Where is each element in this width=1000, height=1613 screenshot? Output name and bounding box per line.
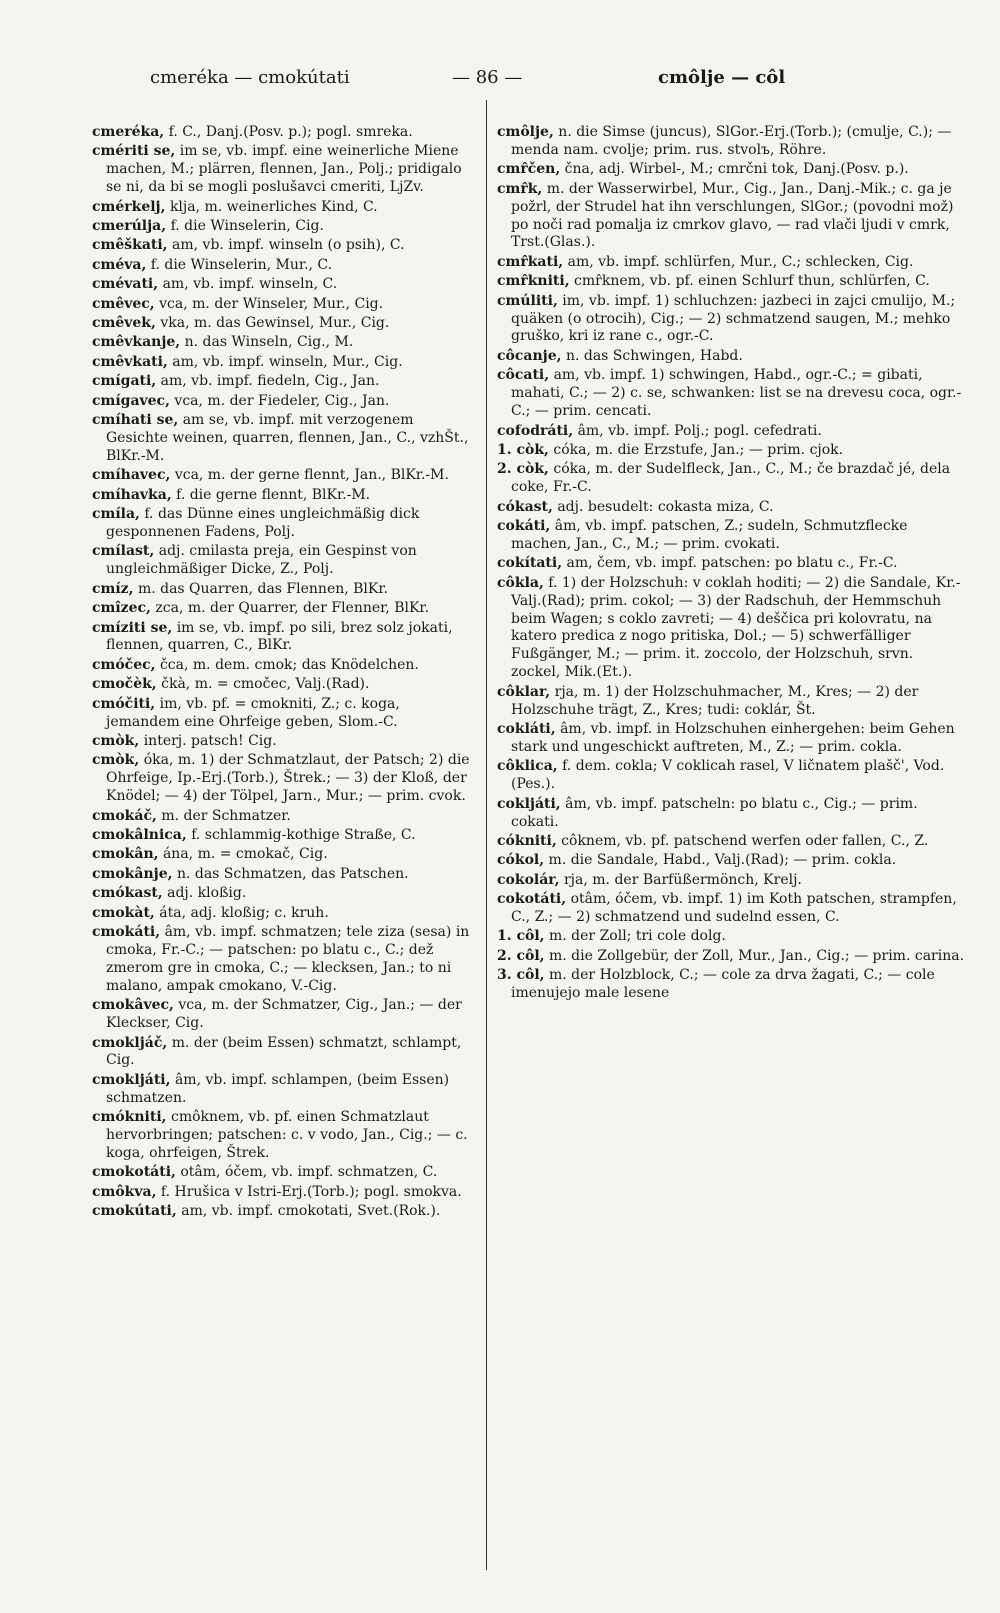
dictionary-entry: [497, 872, 967, 890]
entry-headword: cmókniti,: [92, 1109, 167, 1126]
dictionary-entry: [497, 967, 967, 1003]
entry-definition: im, vb. pf. = cmokniti, Z.; c. koga, jemandem eine Ohrfeige geben, Slom.-C.: [106, 695, 400, 730]
dictionary-entry: [92, 487, 477, 505]
entry-headword: cókniti,: [497, 832, 557, 849]
entry-definition: m. die Zollgebür, der Zoll, Mur., Jan., Cig.; — prim. carina.: [549, 947, 965, 964]
entry-definition: âm, vb. impf. Polj.; pogl. cefedrati.: [577, 422, 822, 439]
dictionary-entry: [92, 334, 477, 352]
dictionary-entry: [92, 600, 477, 618]
dictionary-entry: [497, 367, 967, 421]
entry-definition: cmôknem, vb. pf. einen Schmatzlaut hervorbringen; patschen: c. v vodo, Jan., Cig.; — c. koga, ohrfeigen, Štrek.: [106, 1109, 468, 1161]
dictionary-entry: [92, 1035, 477, 1071]
entry-headword: cmokljáti,: [92, 1071, 171, 1088]
entry-definition: am, vb. impf. winseln, Mur., Cig.: [172, 353, 403, 370]
left-column: [92, 124, 477, 1223]
entry-definition: óka, m. 1) der Schmatzlaut, der Patsch; 2) die Ohrfeige, Ip.-Erj.(Torb.), Štrek.; — 3) der Kloß, der Knödel; — 4) der Tölpel, Jarn., Mur.; — prim. cvok.: [106, 752, 470, 805]
dictionary-entry: [92, 296, 477, 314]
entry-definition: f. das Dünne eines ungleichmäßig dick gesponnenen Fadens, Polj.: [106, 506, 420, 541]
entry-definition: otâm, óčem, vb. impf. schmatzen, C.: [180, 1164, 438, 1181]
dictionary-entry: [497, 254, 967, 272]
entry-headword: cmokân,: [92, 846, 159, 863]
entry-headword: cókol,: [497, 852, 545, 869]
entry-headword: cmóčiti,: [92, 695, 156, 712]
entry-definition: ána, m. = cmokač, Cig.: [162, 846, 328, 863]
entry-definition: f. die Winselerin, Cig.: [170, 218, 324, 235]
dictionary-entry: [497, 758, 967, 794]
dictionary-entry: [497, 575, 967, 682]
entry-headword: cmílast,: [92, 543, 155, 560]
entry-headword: cmokàt,: [92, 904, 155, 921]
entry-definition: zca, m. der Quarrer, der Flenner, BlKr.: [155, 600, 430, 617]
entry-definition: am, čem, vb. impf. patschen: po blatu c., Fr.-C.: [566, 555, 898, 572]
dictionary-entry: [92, 1109, 477, 1163]
entry-headword: 1. côl,: [497, 928, 545, 945]
entry-headword: cmokáč,: [92, 807, 157, 824]
dictionary-entry: [92, 276, 477, 294]
entry-definition: f. die gerne flennt, BlKr.-M.: [176, 486, 371, 503]
entry-definition: am, vb. impf. winseln (o psih), C.: [172, 237, 405, 254]
dictionary-entry: [497, 796, 967, 832]
entry-definition: f. 1) der Holzschuh: v coklah hoditi; — 2) die Sandale, Kr.-Valj.(Rad); prim. cokol; — 3) der Radschuh, der Hemmschuh beim Wagen; s coklo zavreti; — 4) deščica pri kolovratu, na katero predica z nogo pritiska, Dol.; — 5) schwerfälliger Fußgänger, M.; — prim. it. zoccolo, der Holzschuh, srvn. zockel, Mik.(Et.).: [511, 574, 961, 681]
dictionary-entry: [497, 423, 967, 441]
dictionary-entry: [92, 315, 477, 333]
dictionary-entry: [497, 852, 967, 870]
entry-headword: cmôlje,: [497, 124, 554, 140]
dictionary-entry: [497, 499, 967, 517]
dictionary-entry: [92, 143, 477, 197]
entry-definition: otâm, óčem, vb. impf. 1) im Koth patschen, strampfen, C., Z.; — 2) schmatzend und sudelnd essen, C.: [511, 891, 957, 926]
entry-headword: cmíziti se,: [92, 619, 173, 636]
entry-definition: interj. patsch! Cig.: [143, 733, 277, 749]
entry-headword: cmêškati,: [92, 237, 168, 254]
dictionary-entry: [92, 905, 477, 923]
entry-headword: cmókast,: [92, 885, 163, 902]
dictionary-entry: [497, 293, 967, 347]
dictionary-entry: [497, 555, 967, 573]
dictionary-entry: [92, 620, 477, 656]
entry-definition: cóka, m. die Erzstufe, Jan.; — prim. cjok.: [553, 441, 844, 458]
entry-headword: cmòk,: [92, 733, 140, 749]
dictionary-entry: [92, 808, 477, 826]
dictionary-entry: [92, 1184, 477, 1202]
entry-headword: cokítati,: [497, 555, 563, 572]
entry-definition: âm, vb. impf. schmatzen; tele ziza (sesa) in cmoka, Fr.-C.; — patschen: po blatu c., C.; dež zmerom gre in cmoka, C.; — klecksen, Jan.; to ni malano, ampak cmokano, V.-Cig.: [106, 924, 470, 994]
entry-definition: m. der Wasserwirbel, Mur., Cig., Jan., Danj.-Mik.; c. ga je požrl, der Strudel hat ihn verschlungen, SlGor.; (povodni mož) po noči rad pomalja iz cmrkov glavo, — rad vlači ljudi v cmrk, Trst.(Glas.).: [511, 180, 954, 251]
entry-definition: adj. cmilasta preja, ein Gespinst von ungleichmäßiger Dicke, Z., Polj.: [106, 543, 417, 578]
entry-definition: im se, vb. impf. eine weinerliche Miene machen, M.; plärren, flennen, Jan., Polj.; pridigalo se ni, da bi se mogli poslušavci cmeriti, LjZv.: [106, 143, 462, 196]
entry-headword: cmêvkati,: [92, 353, 168, 370]
dictionary-entry: [497, 442, 967, 460]
entry-headword: cmokâvec,: [92, 997, 174, 1014]
column-divider: [486, 100, 487, 1570]
dictionary-entry: [92, 393, 477, 411]
dictionary-entry: [92, 506, 477, 542]
entry-definition: im, vb. impf. 1) schluchzen: jazbeci in zajci cmulijo, M.; quäken (o otrocih), Cig.; — 2) schmatzend saugen, M.; mehko gruško, kri iz rane c., ogr.-C.: [511, 292, 956, 345]
dictionary-entry: [92, 696, 477, 732]
dictionary-entry: [497, 348, 967, 366]
entry-definition: n. die Simse (juncus), SlGor.-Erj.(Torb.); (cmulje, C.); — menda nam. cvolje; prim. rus. stvolъ, Röhre.: [511, 124, 952, 158]
entry-headword: côkla,: [497, 574, 544, 591]
entry-headword: cmêvec,: [92, 295, 155, 312]
entry-definition: adj. besudelt: cokasta miza, C.: [557, 498, 774, 515]
dictionary-entry: [92, 237, 477, 255]
entry-definition: m. die Sandale, Habd., Valj.(Rad); — prim. cokla.: [548, 852, 897, 869]
entry-headword: cmokotáti,: [92, 1164, 176, 1181]
dictionary-entry: [92, 354, 477, 372]
entry-headword: cmêvkanje,: [92, 334, 181, 351]
dictionary-entry: [92, 676, 477, 694]
entry-headword: cmêvek,: [92, 315, 156, 332]
entry-definition: čca, m. dem. cmok; das Knödelchen.: [159, 656, 419, 673]
entry-headword: cmóčec,: [92, 656, 156, 673]
dictionary-entry: [497, 928, 967, 946]
dictionary-entry: [92, 543, 477, 579]
entry-headword: cokolár,: [497, 871, 560, 888]
entry-definition: vca, m. der Fiedeler, Cig., Jan.: [174, 392, 390, 409]
entry-definition: m. der Zoll; tri cole dolg.: [549, 928, 726, 945]
entry-definition: n. das Winseln, Cig., M.: [184, 334, 354, 351]
dictionary-entry: [92, 733, 477, 751]
entry-headword: 2. côl,: [497, 947, 545, 964]
dictionary-entry: [92, 1164, 477, 1182]
entry-definition: rja, m. 1) der Holzschuhmacher, M., Kres; — 2) der Holzschuhe trägt, Z., Kres; tudi: coklár, Št.: [511, 683, 919, 718]
entry-headword: cmòk,: [92, 752, 140, 769]
entry-definition: am, vb. impf. schlürfen, Mur., C.; schlecken, Cig.: [567, 253, 914, 270]
entry-headword: cmévati,: [92, 276, 159, 293]
entry-headword: cmerúlja,: [92, 218, 167, 235]
entry-definition: âm, vb. impf. schlampen, (beim Essen) schmatzen.: [106, 1071, 450, 1106]
dictionary-entry: [497, 833, 967, 851]
entry-definition: âm, vb. impf. patschen, Z.; sudeln, Schmutzflecke machen, Jan., C., M.; — prim. cvokati.: [511, 518, 908, 552]
header-left-range: cmeréka — cmokútati: [150, 66, 350, 88]
entry-headword: cokáti,: [497, 518, 551, 535]
header-right-range: cmôlje — côl: [658, 66, 786, 88]
entry-definition: n. das Schwingen, Habd.: [565, 347, 743, 364]
entry-definition: áta, adj. kloßig; c. kruh.: [159, 904, 329, 921]
entry-headword: cmôkva,: [92, 1183, 157, 1200]
entry-headword: cmr̂čen,: [497, 161, 561, 178]
entry-headword: cmokútati,: [92, 1203, 177, 1220]
entry-headword: cmíhati se,: [92, 412, 179, 429]
entry-headword: côcanje,: [497, 347, 562, 364]
entry-definition: m. der Schmatzer.: [161, 807, 291, 824]
dictionary-entry: [92, 1072, 477, 1108]
entry-headword: cmoklјáč,: [92, 1034, 168, 1051]
dictionary-entry: [497, 948, 967, 966]
dictionary-entry: [497, 161, 967, 179]
entry-headword: cmokânje,: [92, 865, 173, 882]
entry-definition: rja, m. der Barfüßermönch, Krelj.: [563, 871, 802, 888]
entry-headword: cmokáti,: [92, 924, 161, 941]
dictionary-entry: [92, 827, 477, 845]
entry-definition: adj. kloßig.: [167, 885, 247, 902]
entry-definition: vka, m. das Gewinsel, Mur., Cig.: [160, 315, 390, 332]
entry-definition: am, vb. impf. winseln, C.: [162, 276, 338, 293]
entry-headword: cmígavec,: [92, 392, 170, 409]
dictionary-entry: [92, 373, 477, 391]
right-column: [497, 124, 967, 1005]
entry-headword: cokljáti,: [497, 795, 561, 812]
dictionary-entry: [497, 721, 967, 757]
entry-definition: čna, adj. Wirbel-, M.; cmrčni tok, Danj.(Posv. p.).: [564, 161, 909, 178]
entry-definition: n. das Schmatzen, das Patschen.: [176, 865, 409, 882]
entry-headword: côklica,: [497, 758, 558, 775]
entry-headword: cokotáti,: [497, 891, 567, 908]
entry-definition: f. die Winselerin, Mur., C.: [150, 256, 333, 273]
entry-headword: 2. còk,: [497, 461, 549, 478]
dictionary-entry: [92, 997, 477, 1033]
entry-headword: cmíhavka,: [92, 486, 172, 503]
dictionary-entry: [92, 885, 477, 903]
entry-definition: cóka, m. der Sudelfleck, Jan., C., M.; če brazdač jé, dela coke, Fr.-C.: [511, 461, 951, 496]
entry-headword: cmokâlnica,: [92, 827, 187, 844]
entry-headword: cofodráti,: [497, 422, 574, 439]
entry-headword: côcati,: [497, 367, 550, 384]
dictionary-entry: [497, 181, 967, 253]
entry-definition: f. Hrušica v Istri-Erj.(Torb.); pogl. smokva.: [160, 1183, 462, 1200]
entry-definition: čkà, m. = cmočec, Valj.(Rad).: [161, 676, 370, 693]
entry-definition: m. der (beim Essen) schmatzt, schlampt, Cig.: [106, 1034, 462, 1069]
entry-headword: cmíla,: [92, 506, 140, 523]
dictionary-entry: [92, 124, 477, 142]
dictionary-entry: [497, 518, 967, 554]
dictionary-entry: [497, 684, 967, 720]
entry-definition: am, vb. impf. 1) schwingen, Habd., ogr.-C.; = gibati, mahati, C.; — 2) c. se, schwanken: list se na drevesu coca, ogr.-C.; — prim. cencati.: [511, 367, 962, 420]
dictionary-entry: [92, 412, 477, 466]
entry-definition: m. das Quarren, das Flennen, BlKr.: [137, 580, 388, 597]
dictionary-entry: [92, 657, 477, 675]
dictionary-entry: [92, 752, 477, 806]
entry-definition: vca, m. der Winseler, Mur., Cig.: [159, 295, 384, 312]
entry-headword: cmúliti,: [497, 292, 558, 309]
entry-definition: m. der Holzblock, C.; — cole za drva žagati, C.; — cole imenujejo male lesene: [511, 967, 935, 1002]
entry-definition: côknem, vb. pf. patschend werfen oder fallen, C., Z.: [561, 832, 929, 849]
dictionary-entry: [497, 891, 967, 927]
dictionary-entry: [92, 581, 477, 599]
entry-definition: im se, vb. impf. po sili, brez solz jokati, flennen, quarren, C., BlKr.: [106, 619, 453, 654]
running-header: [150, 62, 960, 92]
entry-definition: âm, vb. impf. patscheln: po blatu c., Cig.; — prim. cokati.: [511, 795, 918, 830]
dictionary-entry: [92, 1203, 477, 1221]
entry-headword: cmr̂k,: [497, 180, 543, 197]
entry-headword: cméva,: [92, 256, 147, 273]
dictionary-entry: [497, 273, 967, 291]
entry-headword: cmíz,: [92, 580, 134, 597]
entry-headword: cmériti se,: [92, 143, 176, 160]
dictionary-entry: [92, 467, 477, 485]
entry-headword: cmíhavec,: [92, 467, 171, 484]
dictionary-entry: [92, 924, 477, 996]
entry-headword: cmérkelj,: [92, 198, 166, 215]
entry-headword: cmr̂kati,: [497, 253, 564, 270]
entry-definition: f. dem. cokla; V coklicah rasel, V ličnatem plašč', Vod.(Pes.).: [511, 758, 945, 793]
entry-definition: am se, vb. impf. mit verzogenem Gesichte weinen, quarren, flennen, Jan., C., vzhŠt., BlKr.-M.: [106, 412, 469, 464]
entry-definition: vca, m. der gerne flennt, Jan., BlKr.-M.: [174, 467, 449, 484]
entry-headword: cókast,: [497, 498, 553, 515]
entry-definition: am, vb. impf. cmokotati, Svet.(Rok.).: [181, 1203, 441, 1220]
entry-definition: vca, m. der Schmatzer, Cig., Jan.; — der Kleckser, Cig.: [106, 997, 462, 1032]
entry-headword: cmočèk,: [92, 676, 157, 693]
entry-definition: cmr̂knem, vb. pf. einen Schlurf thun, schlürfen, C.: [574, 273, 930, 290]
dictionary-entry: [92, 199, 477, 217]
entry-definition: f. C., Danj.(Posv. p.); pogl. smreka.: [168, 124, 413, 140]
entry-definition: f. schlammig-kothige Straße, C.: [191, 827, 416, 844]
dictionary-entry: [497, 124, 967, 160]
entry-headword: 3. côl,: [497, 967, 545, 984]
entry-headword: côklar,: [497, 683, 551, 700]
dictionary-entry: [92, 866, 477, 884]
entry-headword: cmeréka,: [92, 124, 165, 140]
entry-headword: cmr̂kniti,: [497, 273, 570, 290]
dictionary-entry: [92, 846, 477, 864]
dictionary-entry: [92, 257, 477, 275]
entry-headword: cmîzec,: [92, 600, 151, 617]
dictionary-entry: [497, 461, 967, 497]
entry-headword: cokláti,: [497, 721, 556, 737]
entry-definition: klja, m. weinerliches Kind, C.: [169, 198, 378, 215]
entry-definition: âm, vb. impf. in Holzschuhen einhergehen: beim Gehen stark und ungeschickt auftreten, M., Z.; — prim. cokla.: [511, 721, 955, 755]
page-number: — 86 —: [452, 66, 523, 88]
dictionary-entry: [92, 218, 477, 236]
entry-headword: 1. còk,: [497, 441, 549, 458]
entry-headword: cmígati,: [92, 373, 157, 390]
entry-definition: am, vb. impf. fiedeln, Cig., Jan.: [160, 373, 380, 390]
